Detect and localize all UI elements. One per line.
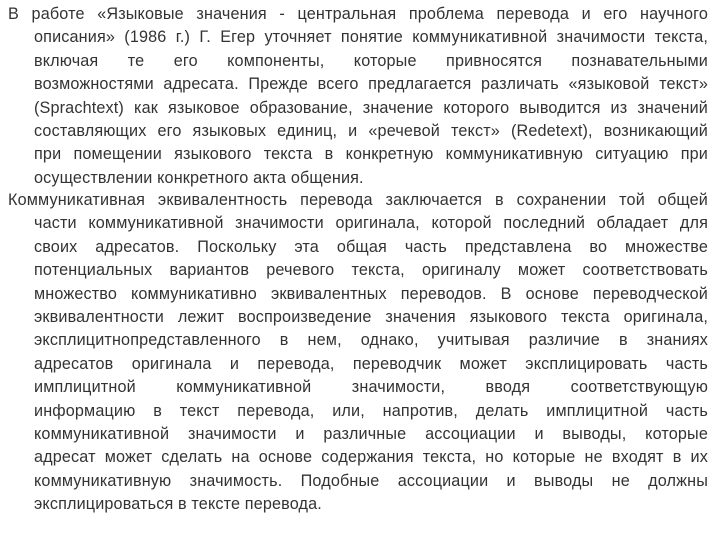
paragraph-1-line: осуществлении конкретного акта общения.: [34, 168, 364, 187]
paragraph-1-line: описания» (1986 г.) Г. Егер уточняет понятие коммуникативной значимости текста,: [34, 28, 708, 47]
paragraph-1-line: включая те его компоненты, которые привносятся познавательными: [34, 51, 708, 70]
paragraph-1-line: (Sprachtext) как языковое образование, значение которого выводится из значений: [34, 98, 708, 117]
paragraph-2-line: имплицитной коммуникативной значимости, вводя соответствующую: [34, 378, 708, 397]
paragraph-1-line: возможностями адресата. Прежде всего предлагается различать «языковой текст»: [34, 75, 708, 94]
paragraph-2-line: эквивалентности лежит воспроизведение значения языкового текста оригинала,: [34, 307, 708, 326]
paragraph-2-line: множество коммуникативно эквивалентных переводов. В основе переводческой: [34, 284, 708, 303]
paragraph-2-line: коммуникативную значимость. Подобные ассоциации и выводы не должны: [34, 471, 708, 490]
paragraph-2-line: адресат может сделать на основе содержания текста, но которые не входят в их: [34, 448, 708, 467]
paragraph-2-line: эксплицитнопредставленного в нем, однако, учитывая различие в знаниях: [34, 331, 708, 350]
paragraph-2: [8, 189, 708, 516]
paragraph-2-line: эксплицироваться в тексте перевода.: [34, 495, 322, 514]
paragraph-1-line: В работе «Языковые значения - центральная проблема перевода и его научного: [8, 5, 708, 23]
paragraph-2-line: потенциальных вариантов речевого текста, оригиналу может соответствовать: [34, 261, 708, 280]
paragraph-2-line: информацию в текст перевода, или, напротив, делать имплицитной часть: [34, 401, 708, 420]
paragraph-1-line: составляющих его языковых единиц, и «речевой текст» (Redetext), возникающий: [34, 121, 708, 140]
paragraph-1-line: при помещении языкового текста в конкретную коммуникативную ситуацию при: [34, 145, 708, 164]
paragraph-2-line: адресатов оригинала и перевода, переводчик может эксплицировать часть: [34, 354, 708, 373]
paragraph-1: [8, 3, 708, 190]
paragraph-2-line: коммуникативной значимости и различные ассоциации и выводы, которые: [34, 424, 708, 443]
paragraph-2-line: своих адресатов. Поскольку эта общая часть представлена во множестве: [34, 237, 708, 256]
paragraph-2-line: части коммуникативной значимости оригинала, которой последний обладает для: [34, 214, 708, 233]
paragraph-2-line: Коммуникативная эквивалентность перевода заключается в сохранении той общей: [8, 191, 708, 209]
